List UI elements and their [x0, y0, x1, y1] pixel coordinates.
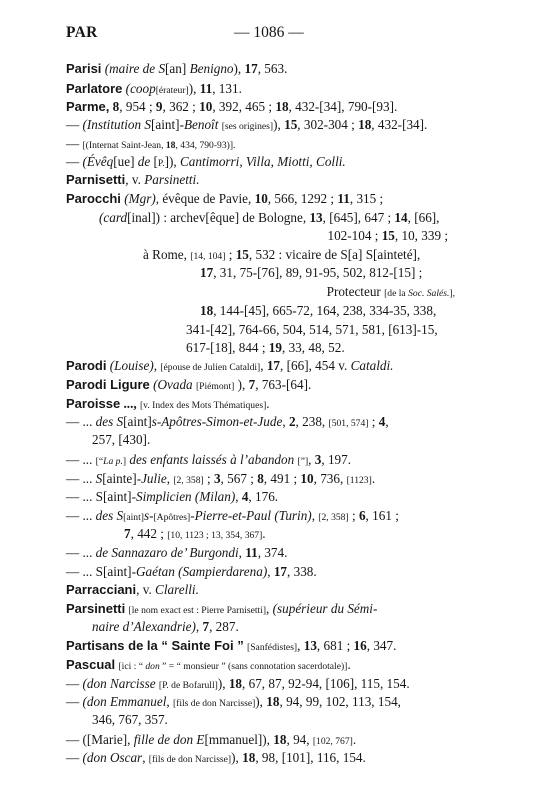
- small-note: , 434, 790-93)].: [175, 140, 236, 151]
- small-italic-note: Soc. Salés.: [408, 288, 450, 299]
- index-line: [92, 432, 150, 448]
- small-note: [érateur]: [155, 85, 189, 96]
- italic-text: des S: [95, 508, 124, 523]
- volume-number: 17: [273, 564, 287, 579]
- entry-text: S[aint]-: [95, 564, 136, 579]
- entry-text: ;: [368, 414, 379, 429]
- entry-text: , 302-304 ;: [297, 117, 359, 132]
- entry-text: — ([Marie],: [66, 732, 134, 747]
- entry-text: 257, [430].: [92, 432, 151, 447]
- italic-text: (Ovada: [153, 377, 196, 392]
- entry-text: ),: [273, 117, 285, 132]
- entry-text: ]),: [164, 154, 180, 169]
- index-line: [327, 228, 448, 244]
- entry-text: — ...: [66, 564, 96, 579]
- volume-number: ...,: [123, 396, 137, 411]
- entry-text: ,: [142, 750, 149, 765]
- volume-number: 4: [241, 489, 249, 504]
- entry-text: ,: [266, 601, 273, 616]
- entry-text: .: [371, 471, 376, 486]
- volume-number: 11: [337, 191, 350, 206]
- volume-number: 2: [288, 414, 296, 429]
- entry-text: — ...: [66, 545, 96, 560]
- volume-number: 10: [199, 99, 213, 114]
- italic-text: Cantimorri, Villa, Miotti, Colli.: [179, 154, 346, 169]
- entry-heading: Parracciani: [66, 582, 137, 597]
- entry-text: ),: [233, 61, 245, 76]
- small-note: [2, 358]: [318, 512, 349, 523]
- small-note: [fils de don Narcisse]: [172, 698, 256, 709]
- volume-number: 18: [358, 117, 372, 132]
- entry-heading: Parsinetti: [66, 601, 126, 616]
- volume-number: 17: [244, 61, 258, 76]
- entry-text: , [66],: [407, 210, 440, 225]
- entry-text: .: [262, 526, 266, 541]
- entry-text: [mmanuel]),: [204, 732, 274, 747]
- entry-text: , [66], 454 v.: [280, 358, 351, 373]
- italic-text: (Évêq: [82, 154, 114, 169]
- volume-number: 15: [284, 117, 298, 132]
- volume-number: 18: [275, 99, 289, 114]
- small-note: [le nom exact est : Pierre Parnisetti]: [128, 605, 267, 616]
- entry-text: ),: [234, 377, 249, 392]
- small-note: [Piémont]: [195, 381, 235, 392]
- entry-text: ;: [203, 471, 214, 486]
- entry-text: , 347.: [366, 638, 397, 653]
- entry-text: .: [352, 732, 357, 747]
- index-line: [66, 676, 410, 694]
- running-header-section: PAR: [66, 24, 98, 41]
- small-note: [10, 1123 ; 13, 354, 367]: [167, 530, 263, 541]
- index-line: [66, 81, 242, 99]
- entry-text: — ...: [66, 414, 96, 429]
- entry-text: , évêque de Pavie,: [155, 191, 255, 206]
- entry-text: , 362 ;: [162, 99, 200, 114]
- italic-text: (card: [99, 210, 128, 225]
- entry-text: , 954 ;: [119, 99, 156, 114]
- entry-text: —: [66, 117, 83, 132]
- index-line: [66, 657, 351, 675]
- entry-text: ;: [348, 508, 359, 523]
- volume-number: 3: [314, 452, 322, 467]
- index-line: [66, 414, 389, 432]
- entry-text: , 176.: [248, 489, 279, 504]
- entry-text: , 532 : vicaire de S[a] S[ainteté],: [248, 247, 421, 262]
- entry-text: — ...: [66, 508, 96, 523]
- volume-number: 4: [378, 414, 386, 429]
- volume-number: 13: [309, 210, 323, 225]
- small-note: [de la: [384, 288, 409, 299]
- index-line: [92, 712, 168, 728]
- small-note: [v. Index des Mots Thématiques]: [139, 400, 267, 411]
- entry-text: , 566, 1292 ;: [267, 191, 338, 206]
- entry-text: ,: [297, 638, 304, 653]
- entry-heading: Parodi: [66, 358, 107, 373]
- entry-text: ,: [166, 694, 173, 709]
- entry-text: 341-[42], 764-66, 504, 514, 571, 581, [613]-15,: [186, 322, 438, 337]
- italic-text: Simplicien (Milan): [135, 489, 236, 504]
- entry-text: — ...: [66, 489, 96, 504]
- entry-text: ,: [238, 545, 246, 560]
- small-note: [aint]: [123, 512, 144, 523]
- entry-text: —: [66, 694, 83, 709]
- volume-number: 13: [303, 638, 317, 653]
- index-line: [66, 638, 396, 656]
- volume-number: 16: [353, 638, 367, 653]
- italic-text: (Institution S: [82, 117, 151, 132]
- volume-number: 18: [242, 750, 256, 765]
- entry-text: , 67, 87, 92-94, [106], 115, 154.: [242, 676, 410, 691]
- index-line: [66, 117, 427, 135]
- entry-text: Protecteur: [326, 284, 385, 299]
- entry-heading: Parlatore: [66, 81, 123, 96]
- italic-text: (don Emmanuel: [82, 694, 167, 709]
- entry-heading: Parnisetti: [66, 172, 126, 187]
- index-line: [66, 172, 200, 188]
- index-line: [66, 732, 356, 750]
- small-italic-note: La p.: [103, 456, 123, 467]
- volume-number: 17: [200, 265, 214, 280]
- entry-text: [: [153, 154, 158, 169]
- volume-number: 10: [300, 471, 314, 486]
- entry-text: ,: [282, 414, 289, 429]
- entry-text: , 338.: [287, 564, 317, 579]
- entry-text: , 131.: [212, 81, 242, 96]
- small-note: [”]: [297, 456, 309, 467]
- entry-text: , 432-[34].: [371, 117, 428, 132]
- entry-text: ,: [195, 619, 203, 634]
- entry-text: à Rome,: [143, 247, 191, 262]
- entry-text: , 374.: [257, 545, 288, 560]
- entry-text: , 442 ;: [130, 526, 168, 541]
- entry-text: , 33, 48, 52.: [281, 340, 345, 355]
- small-note: [1123]: [346, 475, 372, 486]
- italic-text: fille de don E: [133, 732, 205, 747]
- small-italic-note: don: [145, 661, 160, 672]
- entry-text: , 94, 99, 102, 113, 154,: [279, 694, 401, 709]
- entry-text: ),: [231, 750, 243, 765]
- volume-number: 10: [254, 191, 268, 206]
- index-line: [92, 619, 239, 635]
- entry-text: , 763-[64].: [255, 377, 312, 392]
- volume-number: 7: [202, 619, 210, 634]
- italic-text: Benigno: [189, 61, 234, 76]
- entry-text: , 161 ;: [365, 508, 399, 523]
- index-line: [200, 303, 436, 319]
- small-note: [épouse de Julien Cataldi]: [160, 362, 261, 373]
- index-line: [99, 210, 439, 226]
- entry-heading: Parodi Ligure: [66, 377, 150, 392]
- italic-text: Clarelli.: [155, 582, 199, 597]
- small-note: [“: [95, 456, 104, 467]
- volume-number: 8: [112, 99, 120, 114]
- entry-text: 617-[18], 844 ;: [186, 340, 269, 355]
- italic-text: S: [158, 61, 166, 76]
- entry-text: ,: [153, 358, 161, 373]
- index-line: [66, 396, 270, 414]
- entry-text: ,: [166, 471, 174, 486]
- volume-number: 18: [228, 676, 242, 691]
- entry-text: [an]: [165, 61, 190, 76]
- index-line: [66, 564, 317, 580]
- entry-text: , 736,: [313, 471, 347, 486]
- entry-text: , 563.: [257, 61, 288, 76]
- italic-text: (don Oscar: [82, 750, 143, 765]
- italic-text: -Benoît: [179, 117, 222, 132]
- italic-text: -Pierre-et-Paul (Turin): [190, 508, 312, 523]
- volume-number: 7: [124, 526, 131, 541]
- index-line: [124, 526, 266, 544]
- small-note: [Apôtres]: [153, 512, 191, 523]
- italic-text: (don Narcisse: [82, 676, 159, 691]
- entry-text: , 315 ;: [349, 191, 384, 206]
- entry-text: , 98, [101], 116, 154.: [255, 750, 366, 765]
- entry-text: ,: [235, 489, 242, 504]
- italic-text: s-: [143, 508, 154, 523]
- italic-text: (Louise): [109, 358, 154, 373]
- italic-text: s-Apôtres-Simon-et-Jude: [151, 414, 283, 429]
- index-line: [66, 489, 278, 505]
- entry-text: 346, 767, 357.: [92, 712, 168, 727]
- small-note: ],: [449, 288, 455, 299]
- italic-text: (coop: [125, 81, 156, 96]
- entry-text: [aint]: [123, 414, 152, 429]
- entry-heading: Parisi: [66, 61, 102, 76]
- entry-text: 102-104 ;: [327, 228, 382, 243]
- index-line: [66, 508, 399, 526]
- volume-number: 15: [235, 247, 249, 262]
- entry-text: , 432-[34], 790-[93].: [288, 99, 398, 114]
- italic-text: -Julie: [136, 471, 167, 486]
- index-line: [66, 545, 287, 561]
- entry-text: , 392, 465 ;: [212, 99, 276, 114]
- small-note: P.: [157, 158, 165, 169]
- index-line: [66, 601, 377, 619]
- italic-text: S: [95, 471, 103, 486]
- entry-text: [ue]: [113, 154, 138, 169]
- small-note: 18: [165, 140, 176, 151]
- entry-text: , 197.: [321, 452, 352, 467]
- entry-text: S[aint]-: [95, 489, 136, 504]
- volume-number: 6: [358, 508, 366, 523]
- entry-text: ,: [260, 358, 267, 373]
- small-note: [501, 574]: [328, 418, 369, 429]
- entry-text: , [645], 647 ;: [322, 210, 395, 225]
- small-note: [P. de Bofarull]: [158, 680, 218, 691]
- italic-text: (supérieur du Sémi-: [272, 601, 378, 616]
- entry-text: , v.: [125, 172, 145, 187]
- entry-heading: Paroisse: [66, 396, 121, 411]
- volume-number: 7: [248, 377, 256, 392]
- small-note: ” = “ monsieur ” (sans connotation sacerdotale)]: [159, 661, 348, 672]
- entry-text: [ainte]: [102, 471, 137, 486]
- small-note: [(Internat Saint-Jean,: [82, 140, 166, 151]
- entry-heading: Partisans de la “ Sainte Foi ”: [66, 638, 244, 653]
- small-note: [ses origines]: [221, 121, 274, 132]
- index-line: [327, 284, 455, 302]
- small-note: [Sanfédistes]: [247, 642, 298, 653]
- volume-number: 3: [213, 471, 221, 486]
- index-line: [66, 694, 401, 712]
- volume-number: 11: [245, 545, 258, 560]
- entry-text: ,: [267, 564, 274, 579]
- entry-text: , 238,: [295, 414, 329, 429]
- italic-text: Cataldi.: [350, 358, 394, 373]
- entry-text: ),: [217, 676, 229, 691]
- entry-text: ,: [308, 452, 315, 467]
- entry-text: , 287.: [209, 619, 239, 634]
- index-line: [66, 358, 393, 376]
- small-note: [102, 767]: [312, 736, 353, 747]
- entry-text: ),: [188, 81, 200, 96]
- entry-heading: Pascual: [66, 657, 116, 672]
- volume-number: 8: [257, 471, 264, 486]
- entry-text: —: [66, 676, 83, 691]
- entry-text: , 681 ;: [316, 638, 354, 653]
- volume-number: 11: [199, 81, 213, 96]
- volume-number: 9: [155, 99, 163, 114]
- volume-number: 18: [200, 303, 214, 318]
- entry-text: , 144-[45], 665-72, 164, 238, 334-35, 338,: [213, 303, 437, 318]
- volume-number: 19: [268, 340, 282, 355]
- volume-number: 17: [266, 358, 281, 373]
- entry-text: [inal]) : archev[êque] de Bologne,: [127, 210, 310, 225]
- italic-text: de: [137, 154, 154, 169]
- index-line: [66, 452, 351, 470]
- entry-text: — ...: [66, 452, 96, 467]
- index-line: [66, 582, 199, 598]
- italic-text: (Mgr): [124, 191, 156, 206]
- index-line: [186, 340, 345, 356]
- entry-heading: Parme,: [66, 99, 110, 114]
- italic-text: Parsinetti.: [144, 172, 200, 187]
- entry-text: , 10, 339 ;: [394, 228, 448, 243]
- entry-text: , v.: [136, 582, 156, 597]
- small-note: ]: [122, 456, 127, 467]
- small-note: [2, 358]: [173, 475, 204, 486]
- entry-text: ,: [311, 508, 319, 523]
- index-line: [66, 750, 366, 768]
- entry-text: — ...: [66, 471, 96, 486]
- entry-text: .: [347, 657, 351, 672]
- entry-text: —: [66, 750, 83, 765]
- small-note: [fils de don Narcisse]: [148, 754, 232, 765]
- entry-text: ;: [225, 247, 236, 262]
- index-line: [200, 265, 422, 281]
- index-line: [66, 136, 235, 154]
- small-note: [ici : “: [118, 661, 146, 672]
- entry-text: —: [66, 154, 83, 169]
- index-line: [66, 471, 375, 489]
- italic-text: Gaétan (Sampierdarena): [135, 564, 268, 579]
- volume-number: 18: [273, 732, 287, 747]
- volume-number: 18: [266, 694, 280, 709]
- italic-text: naire d’Alexandrie): [92, 619, 196, 634]
- entry-text: , 567 ;: [220, 471, 258, 486]
- italic-text: (maire de: [104, 61, 159, 76]
- volume-number: 15: [381, 228, 395, 243]
- index-line: [66, 99, 397, 115]
- entry-text: —: [66, 136, 83, 151]
- entry-text: , 491 ;: [263, 471, 301, 486]
- small-note: [14, 104]: [190, 251, 226, 262]
- entry-text: ),: [255, 694, 267, 709]
- italic-text: de Sannazaro de’ Burgondi: [95, 545, 239, 560]
- entry-heading: Parocchi: [66, 191, 121, 206]
- italic-text: des S: [95, 414, 124, 429]
- italic-text: des enfants laissés à l’abandon: [129, 452, 298, 467]
- entry-text: , 31, 75-[76], 89, 91-95, 502, 812-[15] ;: [213, 265, 423, 280]
- entry-text: [aint]: [151, 117, 180, 132]
- entry-text: , 94,: [286, 732, 313, 747]
- index-line: [186, 322, 438, 338]
- page-number: — 1086 —: [234, 24, 304, 41]
- index-line: [66, 154, 346, 172]
- index-line: [143, 247, 420, 265]
- entry-text: .: [266, 396, 270, 411]
- volume-number: 14: [394, 210, 408, 225]
- index-line: [66, 61, 287, 77]
- index-line: [66, 191, 383, 207]
- index-line: [66, 377, 311, 395]
- entry-text: ,: [385, 414, 389, 429]
